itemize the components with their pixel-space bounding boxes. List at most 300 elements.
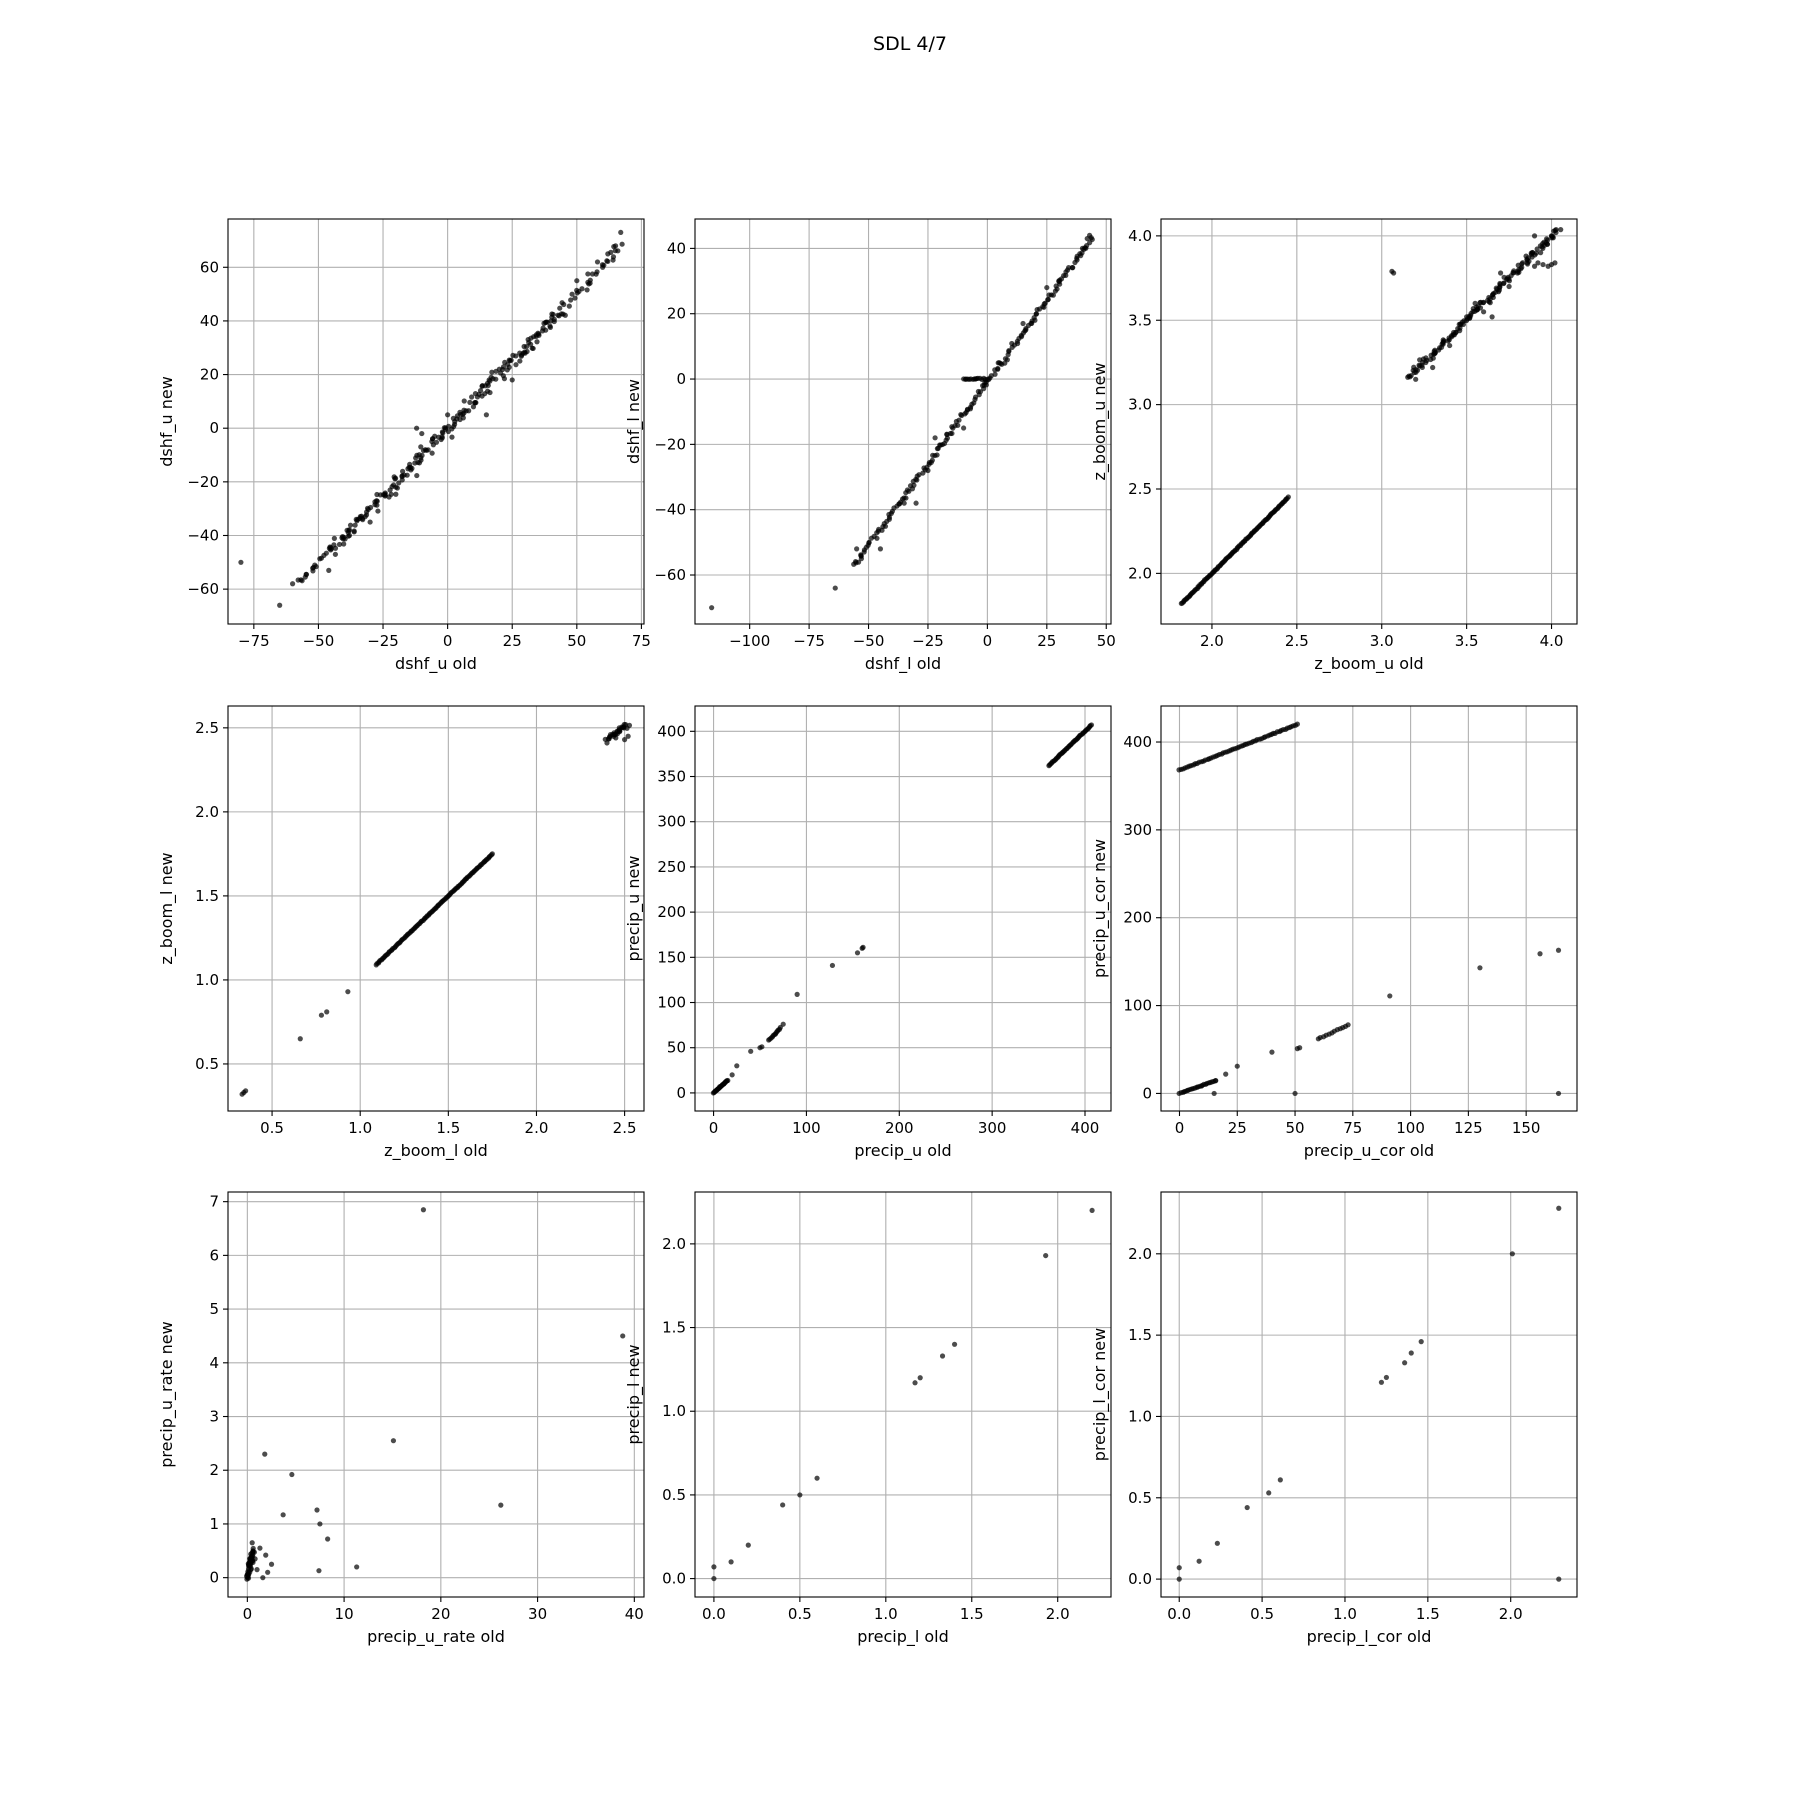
y-tick-label: 3 (209, 1407, 219, 1426)
scatter-point (1518, 266, 1523, 271)
y-tick-label: 400 (657, 722, 686, 741)
scatter-point (414, 426, 419, 431)
scatter-point (345, 989, 350, 994)
scatter-point (454, 416, 459, 421)
scatter-point (1032, 318, 1037, 323)
x-tick-label: 0.0 (701, 1605, 726, 1623)
scatter-point (604, 740, 609, 745)
scatter-point (1510, 1251, 1515, 1256)
scatter-point (956, 418, 961, 423)
x-tick-label: 100 (792, 1119, 821, 1137)
scatter-point (711, 1564, 716, 1569)
scatter-point (963, 376, 968, 381)
scatter-point (569, 292, 574, 297)
scatter-point (1413, 377, 1418, 382)
y-tick-label: 0.0 (1128, 1570, 1152, 1589)
scatter-point (903, 495, 908, 500)
scatter-point (734, 1063, 739, 1068)
x-tick-label: 100 (1396, 1119, 1425, 1137)
x-tick-label: 10 (334, 1605, 354, 1623)
scatter-point (795, 992, 800, 997)
scatter-point (620, 242, 625, 247)
x-tick-label: 0.5 (260, 1119, 284, 1137)
x-tick-label: 0.5 (1250, 1605, 1275, 1623)
scatter-point (626, 734, 631, 739)
scatter-point (332, 536, 337, 541)
y-tick-label: 150 (657, 948, 686, 967)
scatter-point (325, 1536, 330, 1541)
scatter-point (1056, 278, 1061, 283)
y-tick-label: 0 (209, 419, 219, 438)
scatter-point (392, 476, 397, 481)
scatter-point (759, 1044, 764, 1049)
scatter-point (383, 493, 388, 498)
scatter-point (548, 318, 553, 323)
x-tick-label: 0 (442, 632, 453, 650)
x-tick-label: −25 (367, 632, 399, 650)
scatter-point (579, 286, 584, 291)
x-tick-label: 2.5 (1284, 632, 1309, 650)
scatter-point (461, 411, 466, 416)
scatter-point (243, 1088, 248, 1093)
scatter-point (1464, 314, 1469, 319)
scatter-point (1537, 951, 1542, 956)
scatter-point (1005, 357, 1010, 362)
scatter-point (600, 265, 605, 270)
scatter-point (934, 452, 939, 457)
scatter-point (531, 346, 536, 351)
scatter-point (1177, 1565, 1182, 1570)
scatter-point (1387, 993, 1392, 998)
scatter-point (620, 1333, 625, 1338)
scatter-point (475, 394, 480, 399)
scatter-point (471, 404, 476, 409)
scatter-point (1046, 297, 1051, 302)
x-tick-label: 0 (242, 1605, 253, 1623)
scatter-point (1212, 1091, 1217, 1096)
scatter-point (1532, 233, 1537, 238)
x-tick-label: 0 (1174, 1119, 1185, 1137)
scatter-point (1451, 330, 1456, 335)
x-tick-label: 200 (884, 1119, 914, 1137)
scatter-point (493, 377, 498, 382)
scatter-point (289, 1472, 294, 1477)
x-axis-label: precip_u old (854, 1141, 952, 1160)
scatter-point (324, 1009, 329, 1014)
scatter-point (1481, 309, 1486, 314)
scatter-point (469, 394, 474, 399)
x-axis-label: precip_u_cor old (1303, 1141, 1435, 1160)
scatter-point (854, 546, 859, 551)
scatter-point (347, 527, 352, 532)
scatter-point (523, 351, 528, 356)
scatter-point (1346, 1022, 1351, 1027)
scatter-point (995, 366, 1000, 371)
scatter-point (407, 462, 412, 467)
x-tick-label: 25 (1037, 632, 1057, 650)
y-tick-label: 300 (657, 812, 686, 831)
scatter-point (878, 546, 883, 551)
scatter-point (430, 451, 435, 456)
y-tick-label: 0 (676, 1083, 686, 1102)
scatter-point (1556, 1577, 1561, 1582)
scatter-point (830, 963, 835, 968)
scatter-point (341, 541, 346, 546)
y-tick-label: 2 (209, 1461, 219, 1480)
scatter-point (363, 514, 368, 519)
scatter-point (509, 358, 514, 363)
scatter-point (510, 377, 515, 382)
scatter-point (1089, 722, 1094, 727)
scatter-point (393, 492, 398, 497)
scatter-point (997, 360, 1002, 365)
scatter-point (567, 304, 572, 309)
y-tick-label: 40 (666, 239, 686, 258)
scatter-point (1447, 343, 1452, 348)
scatter-point (1419, 1339, 1424, 1344)
scatter-point (347, 533, 352, 538)
scatter-point (375, 508, 380, 513)
scatter-point (918, 1375, 923, 1380)
scatter-point (281, 1512, 286, 1517)
scatter-point (949, 431, 954, 436)
x-axis-label: dshf_u old (395, 654, 477, 673)
y-tick-label: −60 (187, 580, 219, 599)
x-tick-label: 25 (1227, 1119, 1247, 1137)
scatter-point (1043, 1253, 1048, 1258)
scatter-point (1558, 227, 1563, 232)
y-tick-label: −20 (187, 472, 219, 491)
scatter-point (421, 1207, 426, 1212)
scatter-point (354, 1564, 359, 1569)
scatter-point (1402, 1360, 1407, 1365)
scatter-point (396, 480, 401, 485)
scatter-point (333, 552, 338, 557)
scatter-point (932, 435, 937, 440)
scatter-point (730, 1072, 735, 1077)
scatter-point (290, 581, 295, 586)
scatter-point (368, 519, 373, 524)
scatter-point (973, 376, 978, 381)
x-tick-label: 0 (982, 632, 993, 650)
x-tick-label: 1.0 (348, 1119, 373, 1137)
scatter-point (249, 1566, 254, 1571)
scatter-point (534, 339, 539, 344)
scatter-point (432, 434, 437, 439)
scatter-point (466, 408, 471, 413)
y-tick-label: 20 (199, 365, 219, 384)
x-axis-label: z_boom_l old (384, 1141, 488, 1160)
x-tick-label: 0.0 (1167, 1605, 1192, 1623)
y-tick-label: 0.5 (195, 1054, 219, 1073)
scatter-point (319, 1013, 324, 1018)
y-tick-label: 350 (657, 767, 686, 786)
y-tick-label: 50 (666, 1038, 686, 1057)
scatter-point (490, 851, 495, 856)
scatter-point (442, 425, 447, 430)
y-tick-label: 250 (657, 857, 686, 876)
y-tick-label: −40 (654, 500, 686, 519)
y-axis-label: dshf_l new (624, 379, 643, 464)
scatter-point (467, 400, 472, 405)
scatter-point (1441, 338, 1446, 343)
scatter-point (269, 1562, 274, 1567)
scatter-point (613, 735, 618, 740)
scatter-point (595, 259, 600, 264)
x-tick-label: 1.0 (873, 1605, 898, 1623)
x-tick-label: 2.0 (524, 1119, 549, 1137)
scatter-point (746, 1543, 751, 1548)
y-tick-label: 0.0 (662, 1569, 686, 1588)
scatter-point (314, 564, 319, 569)
scatter-point (252, 1556, 257, 1561)
scatter-point (352, 529, 357, 534)
scatter-point (780, 1502, 785, 1507)
y-tick-label: 2.5 (195, 718, 219, 737)
x-tick-label: 0 (708, 1119, 719, 1137)
scatter-point (419, 453, 424, 458)
scatter-point (860, 945, 865, 950)
scatter-point (1519, 261, 1524, 266)
y-tick-label: 2.0 (1128, 1244, 1152, 1263)
scatter-point (1473, 301, 1478, 306)
scatter-point (314, 1507, 319, 1512)
x-tick-label: 2.0 (1200, 632, 1224, 650)
y-tick-label: 1.0 (195, 970, 219, 989)
x-tick-label: 50 (1096, 632, 1116, 650)
scatter-point (1552, 260, 1557, 265)
scatter-point (584, 287, 589, 292)
y-tick-label: 2.5 (1128, 480, 1152, 498)
y-tick-label: 3.0 (1128, 395, 1152, 414)
x-tick-label: 2.0 (1045, 1605, 1070, 1623)
y-tick-label: 100 (1123, 996, 1152, 1015)
y-tick-label: 1.5 (662, 1318, 686, 1337)
scatter-point (613, 243, 618, 248)
scatter-point (547, 324, 552, 329)
scatter-point (480, 383, 485, 388)
x-tick-label: 4.0 (1539, 632, 1564, 650)
scatter-point (348, 523, 353, 528)
y-axis-label: precip_l new (624, 1344, 643, 1445)
scatter-point (418, 444, 423, 449)
y-tick-label: 100 (657, 993, 686, 1012)
scatter-point (1544, 236, 1549, 241)
scatter-point (561, 302, 566, 307)
y-tick-label: 0 (676, 370, 686, 389)
scatter-point (617, 725, 622, 730)
scatter-point (1197, 1559, 1202, 1564)
x-tick-label: −75 (238, 632, 270, 650)
scatter-point (952, 1342, 957, 1347)
y-tick-label: 300 (1123, 820, 1152, 839)
scatter-point (419, 431, 424, 436)
scatter-point (725, 1078, 730, 1083)
scatter-point (254, 1567, 259, 1572)
scatter-point (1407, 374, 1412, 379)
x-tick-label: −25 (912, 632, 944, 650)
y-tick-label: 0 (1142, 1084, 1152, 1103)
x-tick-label: 3.5 (1454, 632, 1479, 650)
scatter-point (1297, 1045, 1302, 1050)
x-tick-label: 0.5 (787, 1605, 812, 1623)
scatter-point (980, 383, 985, 388)
x-tick-label: 400 (1070, 1119, 1100, 1137)
y-tick-label: 4.0 (1128, 226, 1152, 245)
y-tick-label: 2.0 (662, 1234, 686, 1253)
scatter-point (372, 502, 377, 507)
y-tick-label: 1.0 (662, 1402, 686, 1421)
x-axis-label: precip_l_cor old (1306, 1627, 1432, 1646)
scatter-point (748, 1049, 753, 1054)
scatter-point (992, 372, 997, 377)
scatter-point (1477, 965, 1482, 970)
scatter-point (1430, 365, 1435, 370)
scatter-point (1556, 1206, 1561, 1211)
y-tick-label: 60 (199, 258, 219, 277)
scatter-point (517, 358, 522, 363)
scatter-point (368, 505, 373, 510)
y-axis-label: dshf_u new (157, 376, 176, 467)
scatter-point (304, 572, 309, 577)
scatter-point (1292, 1091, 1297, 1096)
scatter-point (257, 1546, 262, 1551)
scatter-point (585, 271, 590, 276)
scatter-point (510, 353, 515, 358)
x-tick-label: 2.0 (1498, 1605, 1523, 1623)
x-tick-label: 1.5 (959, 1605, 984, 1623)
scatter-point (1432, 348, 1437, 353)
scatter-point (618, 230, 623, 235)
y-tick-label: 1.5 (195, 886, 219, 905)
scatter-point (440, 435, 445, 440)
figure-title: SDL 4/7 (873, 33, 947, 55)
scatter-point (930, 458, 935, 463)
scatter-point (1423, 355, 1428, 360)
scatter-point (461, 415, 466, 420)
x-tick-label: 50 (567, 632, 587, 650)
y-tick-label: 7 (209, 1192, 219, 1211)
scatter-point (627, 723, 632, 728)
scatter-point (1034, 311, 1039, 316)
y-axis-label: z_boom_u new (1090, 362, 1109, 481)
scatter-point (316, 1568, 321, 1573)
x-axis-label: precip_u_rate old (367, 1627, 505, 1646)
scatter-point (277, 603, 282, 608)
scatter-point (1530, 250, 1535, 255)
scatter-point (1020, 321, 1025, 326)
y-tick-label: 0.5 (1128, 1488, 1152, 1507)
x-tick-label: 1.0 (1333, 1605, 1357, 1623)
scatter-point (814, 1476, 819, 1481)
scatter-point (497, 367, 502, 372)
scatter-point (1215, 1541, 1220, 1546)
scatter-point (1551, 228, 1556, 233)
scatter-point (1515, 270, 1520, 275)
scatter-point (1549, 233, 1554, 238)
scatter-point (1523, 254, 1528, 259)
scatter-point (925, 468, 930, 473)
scatter-point (1070, 265, 1075, 270)
scatter-point (574, 278, 579, 283)
y-tick-label: −40 (187, 526, 219, 545)
scatter-point (449, 435, 454, 440)
scatter-point (324, 551, 329, 556)
scatter-point (728, 1559, 733, 1564)
scatter-point (1245, 1505, 1250, 1510)
scatter-point (1080, 246, 1085, 251)
x-tick-label: −50 (852, 632, 885, 650)
x-tick-label: 75 (1343, 1119, 1363, 1137)
scatter-point (557, 306, 562, 311)
scatter-point (1409, 1350, 1414, 1355)
x-tick-label: 3.0 (1369, 632, 1394, 650)
scatter-point (501, 373, 506, 378)
y-axis-label: z_boom_l new (157, 852, 176, 965)
scatter-point (250, 1540, 255, 1545)
scatter-point (1379, 1380, 1384, 1385)
y-tick-label: −20 (654, 435, 686, 454)
y-axis-label: precip_u_cor new (1090, 838, 1109, 979)
scatter-point (252, 1550, 257, 1555)
scatter-point (445, 412, 450, 417)
scatter-point (391, 1438, 396, 1443)
x-tick-label: 1.5 (436, 1119, 461, 1137)
x-tick-label: 2.5 (612, 1119, 637, 1137)
scatter-point (1177, 1577, 1182, 1582)
scatter-point (393, 485, 398, 490)
scatter-point (389, 492, 394, 497)
scatter-point (611, 254, 616, 259)
scatter-point (440, 430, 445, 435)
scatter-point (263, 1553, 268, 1558)
scatter-point (260, 1575, 265, 1580)
scatter-point (709, 605, 714, 610)
scatter-point (985, 377, 990, 382)
scatter-point (1266, 1490, 1271, 1495)
x-tick-label: −50 (302, 632, 335, 650)
scatter-point (1490, 314, 1495, 319)
scatter-point (400, 473, 405, 478)
scatter-point (364, 509, 369, 514)
y-tick-label: 1.5 (1128, 1326, 1152, 1345)
y-tick-label: 400 (1123, 733, 1152, 752)
scatter-point (588, 278, 593, 283)
scatter-point (326, 568, 331, 573)
scatter-point (485, 389, 490, 394)
scatter-point (265, 1570, 270, 1575)
x-tick-label: −100 (729, 632, 771, 650)
x-tick-label: 25 (502, 632, 522, 650)
y-tick-label: 40 (199, 311, 219, 330)
scatter-point (298, 1036, 303, 1041)
x-tick-label: 300 (977, 1119, 1007, 1137)
x-tick-label: 20 (431, 1605, 451, 1623)
y-tick-label: −60 (654, 566, 686, 585)
scatter-point (446, 429, 451, 434)
scatter-point (551, 312, 556, 317)
y-tick-label: 6 (209, 1246, 219, 1265)
scatter-point (560, 312, 565, 317)
scatter-point (543, 320, 548, 325)
scatter-point (1235, 1064, 1240, 1069)
scatter-point (528, 336, 533, 341)
y-tick-label: 2.0 (1128, 564, 1152, 583)
scatter-point (1295, 722, 1300, 727)
y-tick-label: 1 (209, 1514, 219, 1533)
scatter-point (874, 536, 879, 541)
scatter-point (1498, 270, 1503, 275)
